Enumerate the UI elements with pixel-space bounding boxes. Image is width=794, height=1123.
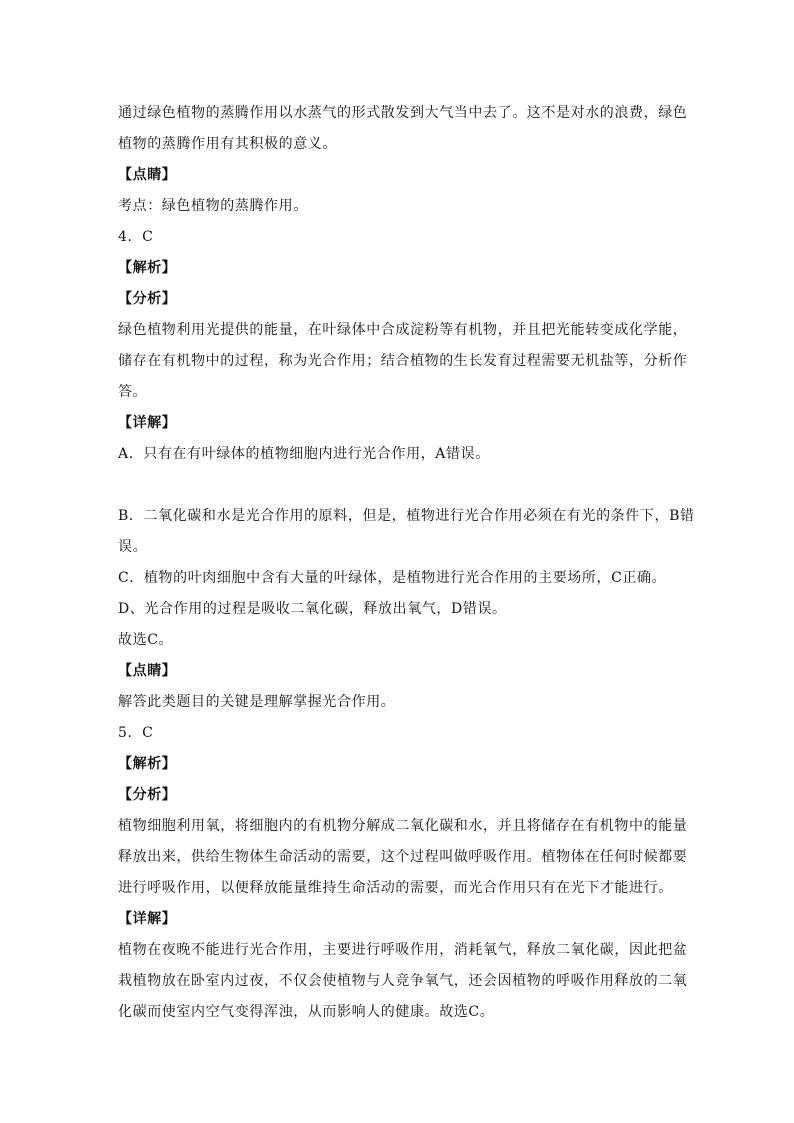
paragraph-line: 栽植物放在卧室内过夜，不仅会使植物与人竞争氧气，还会因植物的呼吸作用释放的二氧 [118,973,688,989]
paragraph-line: 答。 [118,384,148,400]
paragraph-line: 误。 [118,539,148,555]
paragraph-line: 解答此类题目的关键是理解掌握光合作用。 [118,694,396,710]
option-d-line: D、光合作用的过程是吸收二氧化碳，释放出氧气，D错误。 [118,601,507,617]
section-heading-xiangjie: 【详解】 [118,911,177,927]
question-number-4: 4．C [118,229,154,245]
section-heading-jiexi: 【解析】 [118,260,177,276]
paragraph-line: 绿色植物利用光提供的能量，在叶绿体中合成淀粉等有机物，并且把光能转变成化学能， [118,322,688,338]
section-heading-fenxi: 【分析】 [118,291,177,307]
section-heading-fenxi: 【分析】 [118,787,177,803]
section-heading-xiangjie: 【详解】 [118,415,177,431]
paragraph-line: 考点：绿色植物的蒸腾作用。 [118,198,308,214]
question-number-5: 5．C [118,725,154,741]
paragraph-line: 植物的蒸腾作用有其积极的意义。 [118,136,337,152]
paragraph-line: 储存在有机物中的过程，称为光合作用；结合植物的生长发育过程需要无机盐等，分析作 [118,353,688,369]
paragraph-line: 植物在夜晚不能进行光合作用，主要进行呼吸作用，消耗氧气，释放二氧化碳，因此把盆 [118,942,688,958]
option-b-line: B．二氧化碳和水是光合作用的原料，但是，植物进行光合作用必须在有光的条件下，B错 [118,508,695,524]
paragraph-line: 释放出来，供给生物体生命活动的需要，这个过程叫做呼吸作用。植物体在任何时候都要 [118,849,688,865]
section-heading-dianjing: 【点睛】 [118,167,177,183]
answer-line: 故选C。 [118,632,174,648]
section-heading-dianjing: 【点睛】 [118,663,177,679]
blank-spacer [118,472,678,503]
paragraph-line: 进行呼吸作用，以便释放能量维持生命活动的需要，而光合作用只有在光下才能进行。 [118,880,673,896]
option-c-line: C．植物的叶肉细胞中含有大量的叶绿体，是植物进行光合作用的主要场所，C正确。 [118,570,667,586]
document-page [118,100,695,1030]
section-heading-jiexi: 【解析】 [118,756,177,772]
paragraph-line: 通过绿色植物的蒸腾作用以水蒸气的形式散发到大气当中去了。这不是对水的浪费，绿色 [118,105,688,121]
option-a-line: A．只有在有叶绿体的植物细胞内进行光合作用，A错误。 [118,446,490,462]
paragraph-line: 植物细胞利用氧，将细胞内的有机物分解成二氧化碳和水，并且将储存在有机物中的能量 [118,818,688,834]
paragraph-line: 化碳而使室内空气变得浑浊，从而影响人的健康。故选C。 [118,1004,495,1020]
